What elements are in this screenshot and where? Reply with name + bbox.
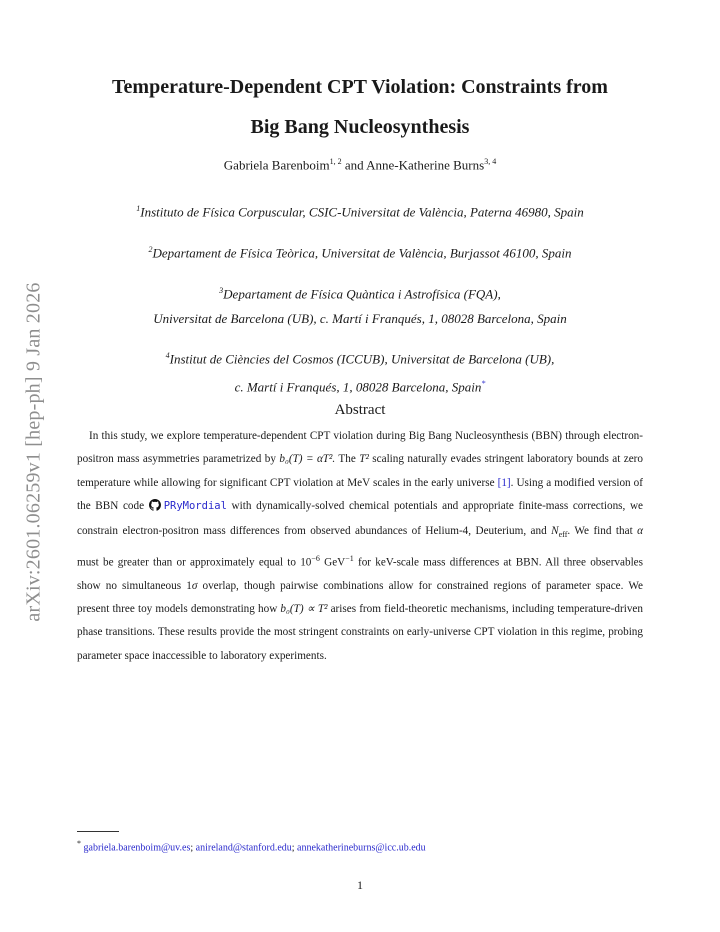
affiliation-mark: 1	[136, 204, 141, 213]
abstract-body	[77, 425, 643, 668]
abstract-text: with dynamically-solved chemical potentials and appropriate finite-mass corrections, we constrain electron-positron mass differences from observed abundances of Helium-4, Deuterium, and	[77, 499, 643, 538]
affiliation-superscript: 1, 2	[329, 157, 342, 166]
abstract-text: arises from field-theoretic mechanisms, including temperature-driven phase transitions. These results provide the most stringent constraints on early-universe CPT violation in this regime, probing parameter space inaccessible to laboratory experiments.	[77, 603, 643, 662]
abstract-text: must be greater than or approximately equal to 10	[77, 556, 312, 569]
sigma-symbol: σ	[191, 579, 198, 592]
email-link[interactable]: anireland@stanford.edu	[195, 842, 292, 854]
affiliation-1	[60, 196, 660, 224]
abstract-text: The	[335, 453, 360, 466]
inline-equation: b₀(T) = αT².	[279, 453, 336, 466]
affiliation-text: Departament de Física Teòrica, Universitat de València, Burjassot 46100, Spain	[152, 245, 572, 261]
github-icon[interactable]	[149, 497, 161, 520]
affiliation-2	[60, 237, 660, 265]
abstract-text: for keV-scale mass differences at BBN. All three observables show no simultaneous 1	[77, 556, 644, 592]
abstract-text: . Using a modified version of the BBN code	[77, 476, 643, 512]
paper-title	[60, 67, 660, 147]
affiliation-mark: 2	[148, 245, 153, 254]
abstract-text: . We find that	[567, 525, 638, 538]
inline-equation: T²	[359, 453, 369, 466]
title-line-1: Temperature-Dependent CPT Violation: Constraints from	[112, 76, 608, 98]
affiliation-text: Departament de Física Quàntica i Astrofísica (FQA),	[223, 286, 501, 302]
exponent: −1	[345, 553, 354, 563]
email-link[interactable]: gabriela.barenboim@uv.es	[83, 842, 191, 854]
page-number: 1	[357, 878, 363, 892]
abstract-text: GeV	[319, 556, 346, 569]
separator: ;	[291, 842, 298, 854]
abstract-text: scaling naturally evades stringent laboratory bounds at zero temperature while allowing for significant CPT violation at MeV scales in the early universe	[77, 453, 643, 489]
affiliation-text: Instituto de Física Corpuscular, CSIC-Universitat de València, Paterna 46980, Spain	[140, 204, 584, 220]
footnote-mark: *	[77, 839, 81, 848]
title-line-2: Big Bang Nucleosynthesis	[250, 116, 470, 138]
arxiv-identifier-stamp[interactable]: arXiv:2601.06259v1 [hep-ph] 9 Jan 2026	[22, 282, 45, 622]
author-name: Gabriela Barenboim	[223, 157, 330, 173]
author-conjunction: and	[341, 157, 367, 173]
neff-subscript: eff	[558, 530, 568, 540]
affiliation-superscript: 3, 4	[484, 157, 497, 166]
footnote	[77, 837, 426, 855]
email-link[interactable]: annekatherineburns@icc.ub.edu	[297, 842, 426, 854]
footnote-divider	[77, 831, 119, 832]
footnote-link[interactable]: *	[481, 379, 486, 389]
affiliation-mark: 4	[165, 351, 170, 360]
abstract-text: overlap, though pairwise combinations allow for constrained regions of parameter space. We present three toy models demonstrating how	[77, 579, 643, 616]
affiliation-3	[60, 278, 660, 331]
exponent: −6	[311, 553, 320, 563]
citation-link[interactable]: [1]	[497, 476, 511, 489]
author-list	[60, 153, 660, 174]
abstract-heading: Abstract	[334, 402, 386, 418]
affiliation-text: c. Martí i Franqués, 1, 08028 Barcelona, Spain	[234, 379, 482, 395]
affiliation-mark: 3	[219, 286, 224, 295]
code-link[interactable]: PRyMordial	[163, 499, 227, 512]
affiliation-4	[60, 343, 660, 400]
neff-symbol: N	[551, 525, 559, 538]
author-name: Anne-Katherine Burns	[366, 157, 485, 173]
inline-equation: b₀(T) ∝ T²	[280, 603, 328, 616]
affiliation-text: Universitat de Barcelona (UB), c. Martí i Franqués, 1, 08028 Barcelona, Spain	[153, 311, 567, 327]
separator: ;	[190, 842, 196, 854]
alpha-symbol: α	[637, 525, 643, 538]
abstract-text: In this study, we explore temperature-dependent CPT violation during Big Bang Nucleosynthesis (BBN) through electron-positron mass asymmetries parametrized by	[77, 430, 643, 466]
affiliation-text: Institut de Ciències del Cosmos (ICCUB), Universitat de Barcelona (UB),	[169, 351, 555, 367]
